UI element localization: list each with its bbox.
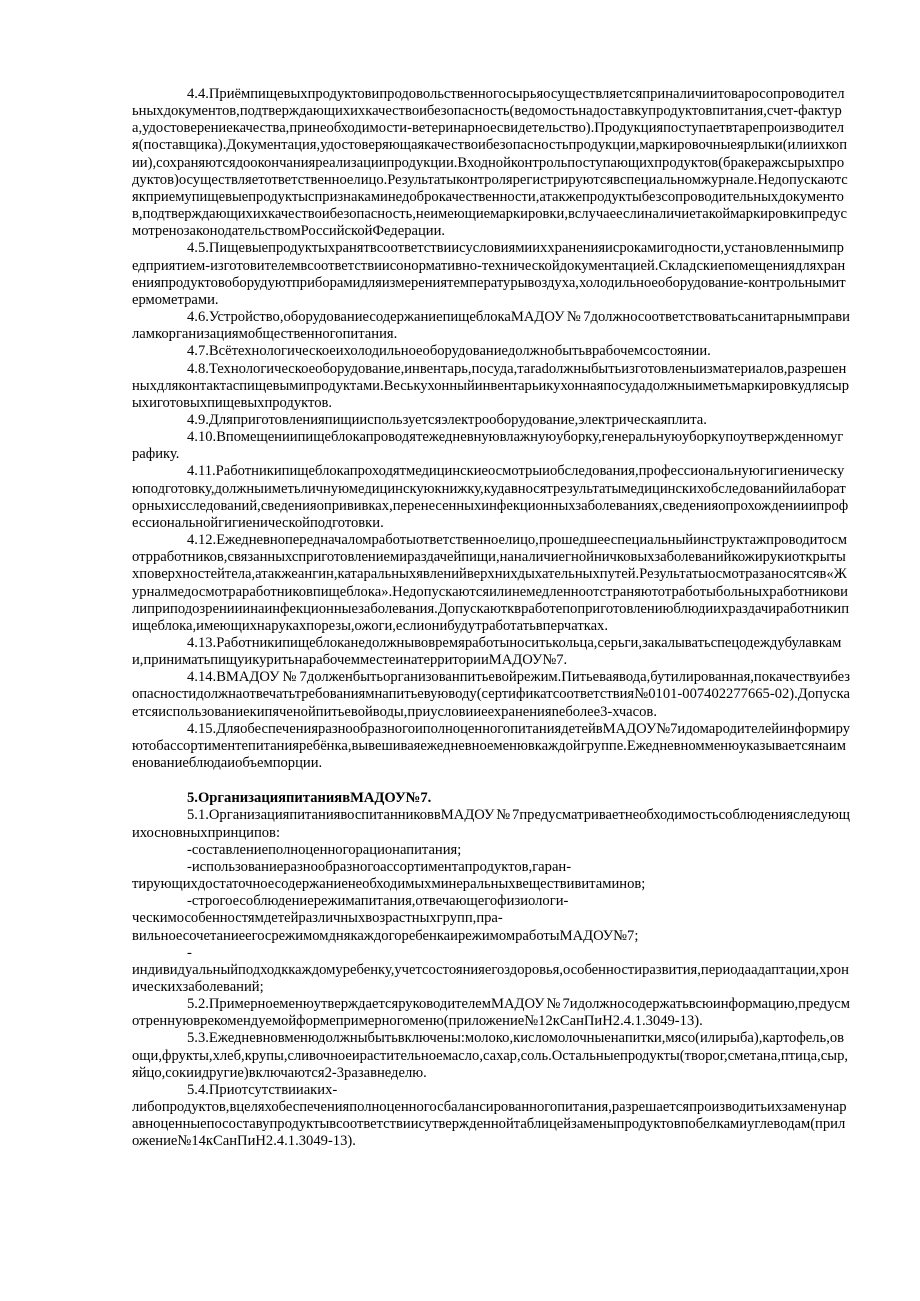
document-page: [132, 86, 850, 1151]
paragraph-5-1: 5.1.ОрганизацияпитаниявоспитанниковвМАДОУ№7предусматриваетнеобходимостьсоблюденияследующихосновныхпринципов:: [132, 807, 850, 841]
paragraph-4-13: 4.13.Работникипищеблоканедолжнывовремяработыноситькольца,серьги,закалыватьспецодеждубулавками,приниматьпищуикуритьнарабочемместеинатерриторииМАДОУ№7.: [132, 635, 842, 669]
bullet-ration: -составлениеполноценногорационапитания;: [187, 841, 462, 858]
bullet-individual-continued: индивидуальныйподходккаждомуребенку,учетсостоянияегоздоровья,особенностиразвития,периодаадаптации,хроническихзаболеваний;: [132, 961, 849, 995]
bullet-assortment-continued: тирующихдостаточноесодержаниенеобходимыхминеральныхвеществивитаминов;: [132, 876, 646, 893]
paragraph-5-4-continued: либопродуктов,вцеляхобеспеченияполноценногосбалансированногопитания,разрешаетсяпроизводитьихзаменунаравноценныепосоставупродуктывсоответствиисутвержденнойтаблицейзаменыпродуктовпобелкамиуглеводам(приложение№14кСанПиН2.4.1.3049-13).: [132, 1099, 847, 1150]
paragraph-4-9: 4.9.Дляприготовленияпищииспользуетсяэлектрооборудование,электрическаяплита.: [187, 411, 707, 428]
paragraph-5-2: 5.2.ПримерноеменюутверждаетсяруководителемМАДОУ№7идолжносодержатьвсюинформацию,предусмотреннуюврекомендуемойформепримерногоменю(приложение№12кСанПиН2.4.1.3049-13).: [132, 996, 850, 1030]
paragraph-4-10: 4.10.Впомещениипищеблокапроводятежедневнуювлажнуюуборку,генеральнуюуборкупоутвержденномуграфику.: [132, 429, 844, 463]
section-5-heading: 5.ОрганизацияпитаниявМАДОУ№7.: [187, 790, 432, 807]
bullet-assortment: -использованиеразнообразногоассортиментапродуктов,гаран-: [187, 858, 572, 875]
paragraph-4-4: 4.4.Приёмпищевыхпродуктовипродовольственногосырьяосуществляетсяприналичиитоваросопроводительныхдокументов,подтверждающихихкачествоибезопасность(ведомостьнадоставкупродуктовпитания,счет-фактура,удостоверениекачества,принеобходимости-ветеринарноесвидетельство).Продукцияпоступаетвтарепроизводителя(поставщика).Документация,удостоверяющаякачествоибезопасностьпродукции,маркировочныеярлыки(илиихкопии),сохраняютсядоокончанияреализациипродукции.Входнойконтрольпоступающихпродуктов(бракеражсырыхпродуктов)осуществляетответственноелицо.Результатыконтролярегистрируютсявспециальномжурнале.Недопускаютсякприемупищевыепродуктыспризнакаминедоброкачественности,атакжепродуктыбезсопроводительныхдокументов,подтверждающихихкачествоибезопасность,неимеющиемаркировки,вслучаееслиналичиетакоймаркировкипредусмотренозаконодательствомРоссийскойФедерации.: [132, 86, 848, 240]
paragraph-4-6: 4.6.Устройство,оборудованиесодержаниепищеблокаМАДОУ№7должносоответствоватьсанитарнымправиламкорганизациямобщественногопитания.: [132, 309, 850, 343]
bullet-regime-continued-1: ческимособенностямдетейразличныхвозрастныхгрупп,пра-: [132, 910, 503, 927]
paragraph-5-4-start: 5.4.Приотсутствииаких-: [187, 1081, 338, 1098]
paragraph-4-7: 4.7.Всётехнологическоеихолодильноеоборудованиедолжнобытьврабочемсостоянии.: [187, 343, 711, 360]
bullet-regime-continued-2: вильноесочетаниеегосрежимомднякаждогоребенкаирежимомработыМАДОУ№7;: [132, 927, 639, 944]
paragraph-4-12: 4.12.Ежедневнопередначаломработыответственноелицо,прошедшееспециальныйинструктажпроводитосмотрработников,связанныхсприготовлениемираздачейпищи,наналичиегнойничковыхзаболеванийкожирукиоткрытыхповерхностейтела,атакжеангин,катаральныхявленийверхнихдыхательныхпутей.Результатыосмотразаносятсяв«Журналмедосмотраработниковпищеблока».Недопускаютсяилинемедленноотстраняютотработыбольныхработниковилиприподозренииинаинфекционныезаболевания.Допускаютквработепоприготовлениюблюдиихраздачиработникипищеблока,имеющихнарукахпорезы,ожоги,еслионибудутработатьвперчатках.: [132, 532, 850, 634]
paragraph-4-14: 4.14.ВМАДОУ№7долженбытьорганизованпитьевойрежим.Питьеваявода,бутилированная,покачествуибезопасностидолжнаотвечатьтребованиямнапитьевуюводу(сертификатсоответствия№0101-007402277665-02).Допускаетсяиспользованиекипяченойпитьевойводы,приусловииеехраненияnеболее3-хчасов.: [132, 669, 850, 720]
bullet-regime: -строгоесоблюдениережимапитания,отвечающегофизиологи-: [187, 893, 569, 910]
paragraph-4-11: 4.11.Работникипищеблокапроходятмедицинскиеосмотрыиобследования,профессиональнуюгигиеническуюподготовку,должныиметьличнуюмедицинскуюкнижку,кудавносятрезультатымедицинскихобследованийилабораторныхисследований,сведенияопрививках,перенесенныхинфекционныхзаболеваниях,сведенияопрохожденииипрофессиональнойгигиеническойподготовки.: [132, 463, 849, 531]
paragraph-4-8: 4.8.Технологическоеоборудование,инвентарь,посуда,таradолжныбытьизготовленыизматериалов,разрешенныхдляконтактаспищевымипродуктами.Веськухонныйинвентарьикухоннаяпосудадолжныиметьмаркировкудлясырыхиготовыхпищевыхпродуктов.: [132, 360, 849, 411]
paragraph-4-15: 4.15.ДляобеспеченияразнообразногоиполноценногопитаниядетейвМАДОУ№7идомародителейинформируютобассортиментепитанияребёнка,вывешиваяежедневноеменювкаждойгруппе.Ежедневномменюуказываетсянаименованиеблюдаиобъемпорции.: [132, 720, 851, 772]
paragraph-5-3: 5.3.Ежедневновменюдолжныбытьвключены:молоко,кисломолочныенапитки,мясо(илирыба),картофель,овощи,фрукты,хлеб,крупы,сливочноеирастительноемасло,сахар,соль.Остальныепродукты(творог,сметана,птица,сыр,яйцо,сокиидругие)включаются2-3разавнеделю.: [132, 1030, 849, 1081]
bullet-individual-dash: -: [187, 944, 192, 961]
paragraph-4-5: 4.5.Пищевыепродуктыхранятвсоответствиисусловиямииххраненияисрокамигодности,установленнымипредприятием-изготовителемвсоответствиисонормативно-техническойдокументацией.Складскиепомещениядляхраненияпродуктовоборудуютприборамидляизмерениятемпературывоздуха,холодильноеоборудование-контрольнымитермометрами.: [132, 240, 846, 308]
